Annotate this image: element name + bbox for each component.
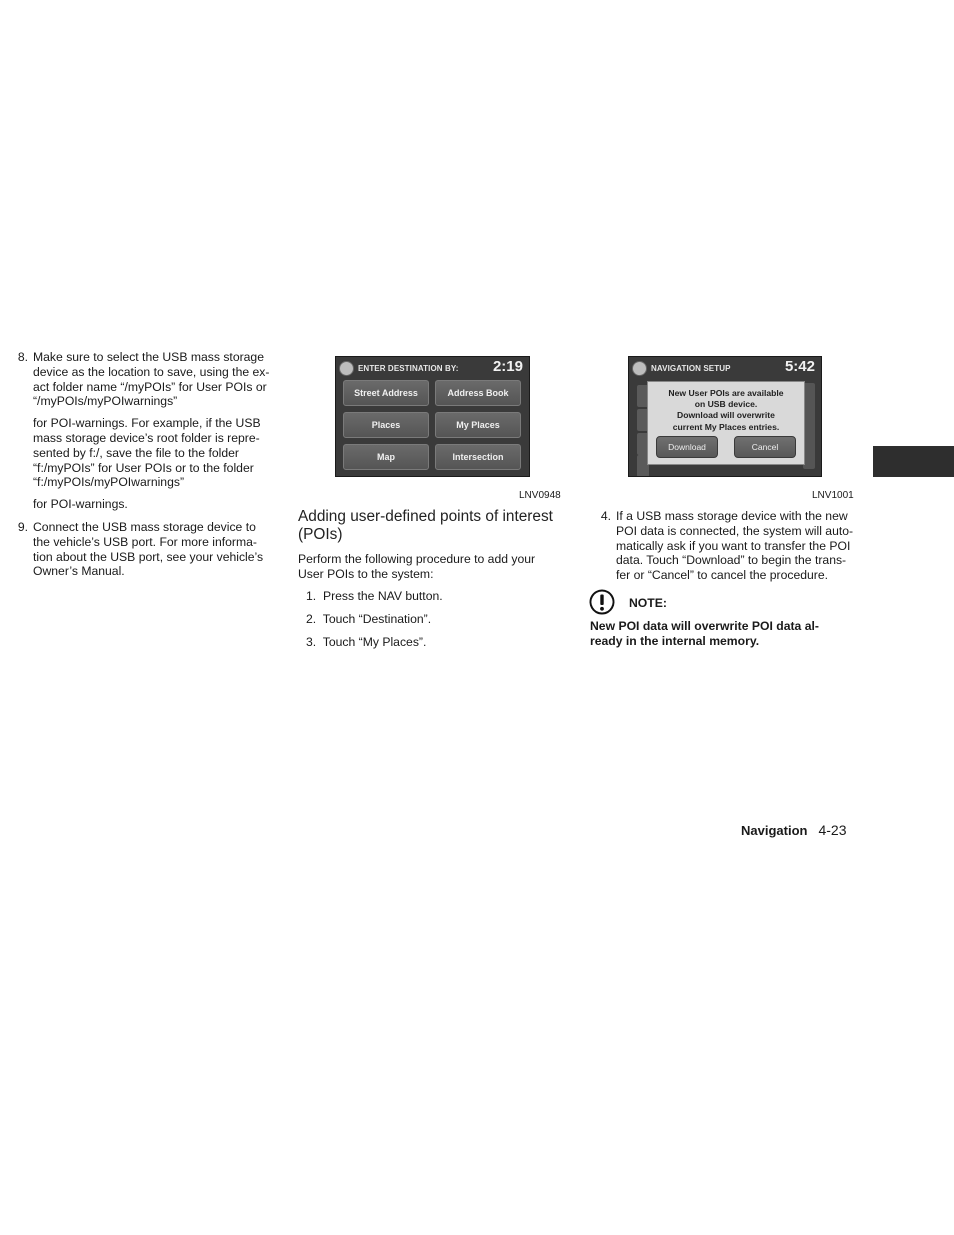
text-line: If a USB mass storage device with the new [616, 509, 848, 523]
list-number: 8. [17, 350, 28, 364]
text-line: tion about the USB port, see your vehicle’s [33, 549, 264, 564]
cancel-button[interactable]: Cancel [734, 436, 796, 458]
text-line: ready in the internal memory. [590, 633, 760, 648]
map-button[interactable]: Map [343, 444, 429, 470]
intro-paragraph [298, 552, 568, 582]
my-places-button[interactable]: My Places [435, 412, 521, 438]
column-1 [14, 350, 276, 579]
step-text: Touch “My Places”. [322, 635, 427, 649]
section-heading [298, 508, 573, 544]
step-2 [306, 612, 431, 626]
text-line: act folder name “/myPOIs” for User POIs or [33, 379, 267, 394]
item-8-paragraph-2 [33, 416, 276, 490]
screen-title: NAVIGATION SETUP [651, 363, 731, 373]
chapter-tab [873, 446, 954, 477]
text-line: “f:/myPOIs/myPOIwarnings” [33, 475, 185, 490]
screen-header [336, 357, 529, 379]
step-number: 3. [306, 635, 317, 649]
text-line: New User POIs are available [668, 388, 784, 398]
text-line: data. Touch “Download” to begin the trans- [616, 553, 847, 568]
text-line: the vehicle’s USB port. For more informa- [33, 534, 257, 549]
figure-caption: LNV0948 [519, 490, 561, 501]
text-line: POI data is connected, the system will auto- [616, 523, 854, 538]
item-8-paragraph-3: for POI-warnings. [33, 497, 128, 512]
text-line: on USB device. [694, 399, 758, 410]
footer-section: Navigation [741, 823, 808, 838]
text-line: New POI data will overwrite POI data al- [590, 619, 819, 633]
address-book-button[interactable]: Address Book [435, 380, 521, 406]
heading-line: Adding user-defined points of interest [298, 508, 553, 525]
list-item-8 [14, 350, 276, 512]
text-line: sented by f:/, save the file to the folder [33, 445, 239, 460]
caution-icon [589, 589, 615, 615]
text-line: device as the location to save, using the ex- [33, 364, 270, 379]
text-line: mass storage device’s root folder is repre- [33, 430, 260, 445]
step-text: Touch “Destination”. [322, 612, 432, 626]
text-line: current My Places entries. [672, 421, 780, 432]
text-line: Owner’s Manual. [33, 564, 125, 579]
list-number: 4. [600, 509, 611, 523]
nav-icon [339, 361, 354, 376]
note-body [590, 619, 859, 649]
step-number: 1. [306, 589, 317, 603]
text-line: “f:/myPOIs” for User POIs or to the folder [33, 460, 254, 475]
text-line: Connect the USB mass storage device to [33, 519, 256, 534]
step-1 [306, 589, 443, 603]
item-8-text [33, 350, 276, 409]
screen-header [629, 357, 821, 379]
heading-line: (POIs) [298, 526, 343, 543]
text-line: “/myPOIs/myPOIwarnings” [33, 394, 178, 409]
text-line: fer or “Cancel” to cancel the procedure. [616, 568, 829, 583]
text-line: Make sure to select the USB mass storage [33, 350, 264, 364]
step-number: 2. [306, 612, 317, 626]
page-number: 4-23 [818, 822, 847, 838]
download-button[interactable]: Download [656, 436, 718, 458]
screen-title: ENTER DESTINATION BY: [358, 363, 459, 373]
step-text: Press the NAV button. [322, 589, 443, 603]
figure-caption: LNV1001 [812, 490, 854, 501]
screen-clock: 5:42 [784, 358, 815, 375]
screenshot-enter-destination [335, 356, 530, 477]
text-line: for POI-warnings. For example, if the USB [33, 416, 261, 431]
text-line: User POIs to the system: [298, 566, 434, 581]
text-line: Perform the following procedure to add your [298, 552, 536, 566]
list-item-4 [597, 509, 859, 583]
list-item-9 [14, 520, 276, 579]
street-address-button[interactable]: Street Address [343, 380, 429, 406]
step-3 [306, 635, 426, 649]
screenshot-navigation-setup [628, 356, 822, 477]
screen-clock: 2:19 [492, 358, 523, 375]
places-button[interactable]: Places [343, 412, 429, 438]
nav-icon [632, 361, 647, 376]
download-dialog [647, 381, 805, 465]
list-number: 9. [17, 519, 28, 534]
note-title: NOTE: [629, 596, 667, 610]
column-3 [597, 509, 859, 583]
text-line: matically ask if you want to transfer the POI [616, 538, 851, 553]
text-line: Download will overwrite [677, 410, 775, 421]
intersection-button[interactable]: Intersection [435, 444, 521, 470]
page-footer [741, 822, 847, 838]
dialog-message [648, 388, 804, 433]
